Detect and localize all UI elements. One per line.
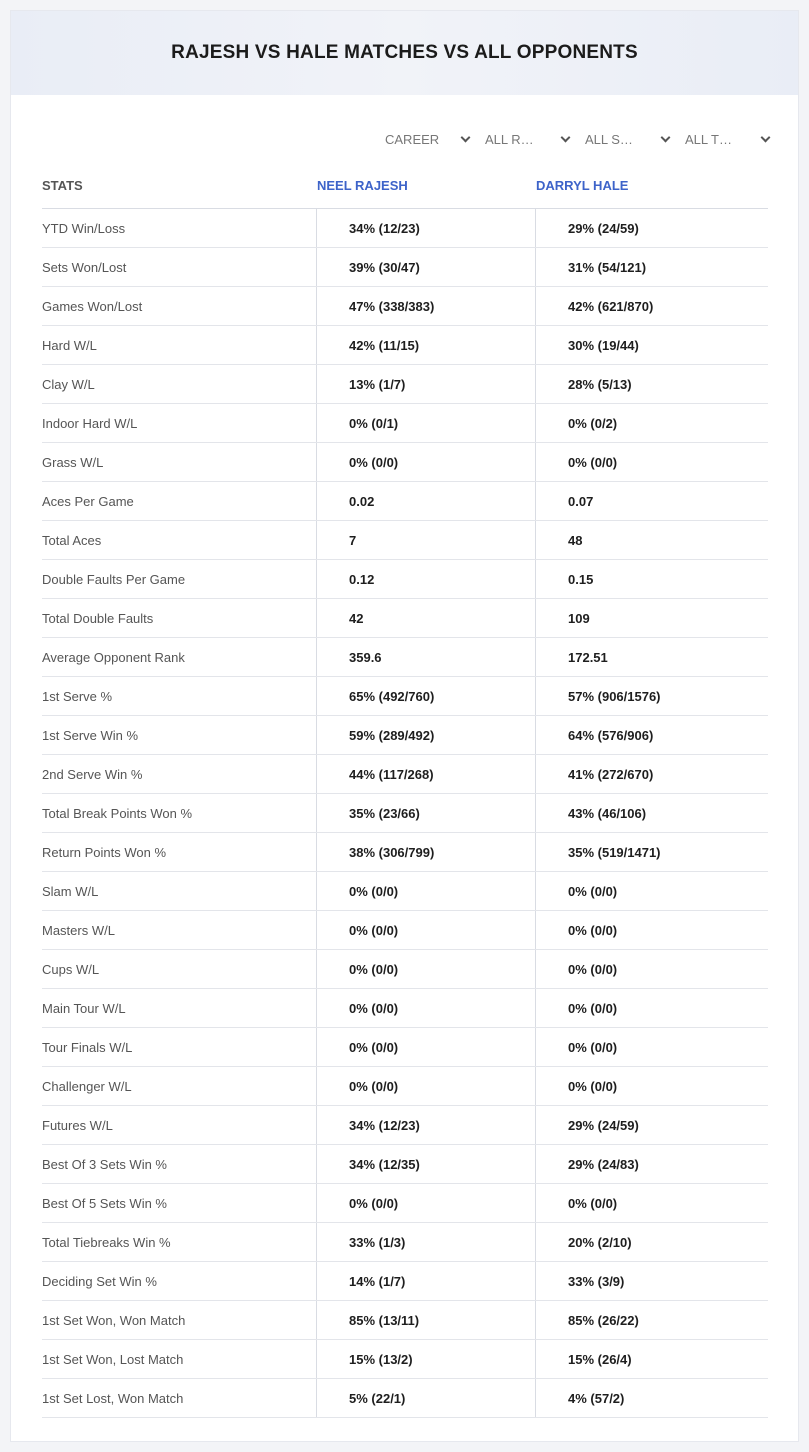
filter-bar [383, 129, 783, 149]
page-header [11, 11, 798, 95]
table-row [42, 209, 768, 248]
stat-label: 1st Set Lost, Won Match [42, 1379, 317, 1417]
player2-value: 0% (0/0) [568, 1039, 618, 1055]
stats-card [10, 10, 799, 1442]
stat-label: Total Aces [42, 521, 317, 559]
filter-label: ALL R… [485, 131, 534, 147]
table-row [42, 599, 768, 638]
player1-value: 35% (23/66) [317, 794, 536, 832]
player1-value: 15% (13/2) [317, 1340, 536, 1378]
player2-value: 42% (621/870) [568, 298, 654, 314]
player2-value: 0% (0/0) [568, 1078, 618, 1094]
player2-value: 29% (24/59) [568, 1117, 639, 1133]
table-row [42, 1262, 768, 1301]
table-row [42, 560, 768, 599]
player1-column-header[interactable]: NEEL RAJESH [317, 178, 408, 193]
stat-label: Cups W/L [42, 950, 317, 988]
stat-label: Masters W/L [42, 911, 317, 949]
table-row [42, 638, 768, 677]
filter-label: CAREER [385, 131, 440, 147]
player2-value: 0% (0/0) [568, 883, 618, 899]
stats-column-header: STATS [42, 178, 83, 193]
table-row [42, 833, 768, 872]
table-row [42, 1106, 768, 1145]
stat-label: Sets Won/Lost [42, 248, 317, 286]
player1-value: 38% (306/799) [317, 833, 536, 871]
table-row [42, 1067, 768, 1106]
stat-label: 2nd Serve Win % [42, 755, 317, 793]
filter-career-select[interactable] [383, 129, 483, 149]
player2-value: 57% (906/1576) [568, 688, 661, 704]
stat-label: Deciding Set Win % [42, 1262, 317, 1300]
player1-value: 42 [317, 599, 536, 637]
player2-value: 0% (0/0) [568, 1000, 618, 1016]
player1-value: 47% (338/383) [317, 287, 536, 325]
player1-value: 0% (0/0) [317, 911, 536, 949]
stat-label: Return Points Won % [42, 833, 317, 871]
stat-label: Double Faults Per Game [42, 560, 317, 598]
stat-label: 1st Serve % [42, 677, 317, 715]
table-row [42, 404, 768, 443]
stat-label: Tour Finals W/L [42, 1028, 317, 1066]
table-row [42, 248, 768, 287]
filter-label: ALL T… [685, 131, 732, 147]
filter-tournaments-select[interactable] [683, 129, 783, 149]
chevron-down-icon [761, 132, 771, 142]
stat-label: 1st Set Won, Lost Match [42, 1340, 317, 1378]
chevron-down-icon [461, 132, 471, 142]
player2-value: 0% (0/0) [568, 961, 618, 977]
stat-label: Total Double Faults [42, 599, 317, 637]
player1-value: 14% (1/7) [317, 1262, 536, 1300]
table-header [42, 163, 768, 209]
stat-label: Aces Per Game [42, 482, 317, 520]
chevron-down-icon [661, 132, 671, 142]
player1-value: 13% (1/7) [317, 365, 536, 403]
player1-value: 0.02 [317, 482, 536, 520]
table-row [42, 989, 768, 1028]
stat-label: Challenger W/L [42, 1067, 317, 1105]
chevron-down-icon [561, 132, 571, 142]
player2-value: 172.51 [568, 649, 608, 665]
player2-value: 0% (0/0) [568, 922, 618, 938]
stat-label: Grass W/L [42, 443, 317, 481]
stat-label: Indoor Hard W/L [42, 404, 317, 442]
filter-surfaces-select[interactable] [583, 129, 683, 149]
stat-label: YTD Win/Loss [42, 209, 317, 247]
player1-value: 34% (12/35) [317, 1145, 536, 1183]
player1-value: 42% (11/15) [317, 326, 536, 364]
stat-label: Hard W/L [42, 326, 317, 364]
stat-label: Best Of 5 Sets Win % [42, 1184, 317, 1222]
table-row [42, 1340, 768, 1379]
player1-value: 0% (0/0) [317, 1067, 536, 1105]
table-row [42, 326, 768, 365]
player1-value: 39% (30/47) [317, 248, 536, 286]
player2-value: 109 [568, 610, 590, 626]
player2-value: 41% (272/670) [568, 766, 654, 782]
page-title: RAJESH VS HALE MATCHES VS ALL OPPONENTS [171, 42, 638, 63]
player1-value: 0% (0/0) [317, 1028, 536, 1066]
player1-value: 0% (0/1) [317, 404, 536, 442]
player1-value: 44% (117/268) [317, 755, 536, 793]
player2-value: 0% (0/0) [568, 454, 618, 470]
table-row [42, 365, 768, 404]
stat-label: Slam W/L [42, 872, 317, 910]
player2-value: 29% (24/83) [568, 1156, 639, 1172]
player2-value: 15% (26/4) [568, 1351, 632, 1367]
player2-value: 30% (19/44) [568, 337, 639, 353]
player2-value: 0% (0/2) [568, 415, 618, 431]
player1-value: 0% (0/0) [317, 1184, 536, 1222]
table-row [42, 521, 768, 560]
player1-value: 359.6 [317, 638, 536, 676]
player1-value: 0% (0/0) [317, 989, 536, 1027]
table-row [42, 1301, 768, 1340]
player1-value: 65% (492/760) [317, 677, 536, 715]
stat-label: Games Won/Lost [42, 287, 317, 325]
stat-label: Main Tour W/L [42, 989, 317, 1027]
player2-value: 35% (519/1471) [568, 844, 661, 860]
table-row [42, 1379, 768, 1418]
player2-value: 85% (26/22) [568, 1312, 639, 1328]
player2-value: 43% (46/106) [568, 805, 647, 821]
player1-value: 0% (0/0) [317, 872, 536, 910]
player1-value: 0% (0/0) [317, 950, 536, 988]
stat-label: Average Opponent Rank [42, 638, 317, 676]
player1-value: 7 [317, 521, 536, 559]
stat-label: Futures W/L [42, 1106, 317, 1144]
player2-value: 20% (2/10) [568, 1234, 632, 1250]
stat-label: Clay W/L [42, 365, 317, 403]
player2-value: 31% (54/121) [568, 259, 647, 275]
table-body [42, 209, 768, 1418]
table-row [42, 950, 768, 989]
filter-label: ALL S… [585, 131, 633, 147]
player1-value: 0.12 [317, 560, 536, 598]
table-row [42, 1184, 768, 1223]
table-row [42, 794, 768, 833]
player1-value: 33% (1/3) [317, 1223, 536, 1261]
table-row [42, 677, 768, 716]
table-row [42, 755, 768, 794]
stat-label: 1st Set Won, Won Match [42, 1301, 317, 1339]
table-row [42, 482, 768, 521]
stat-label: Total Break Points Won % [42, 794, 317, 832]
player2-value: 0.15 [568, 571, 594, 587]
player2-value: 0% (0/0) [568, 1195, 618, 1211]
player1-value: 59% (289/492) [317, 716, 536, 754]
player1-value: 34% (12/23) [317, 1106, 536, 1144]
table-row [42, 1223, 768, 1262]
table-row [42, 716, 768, 755]
player1-value: 0% (0/0) [317, 443, 536, 481]
player1-value: 5% (22/1) [317, 1379, 536, 1417]
player2-value: 4% (57/2) [568, 1390, 625, 1406]
table-row [42, 287, 768, 326]
table-row [42, 1028, 768, 1067]
player2-column-header[interactable]: DARRYL HALE [536, 178, 629, 193]
filter-rounds-select[interactable] [483, 129, 583, 149]
stat-label: Total Tiebreaks Win % [42, 1223, 317, 1261]
table-row [42, 872, 768, 911]
player1-value: 34% (12/23) [317, 209, 536, 247]
player2-value: 28% (5/13) [568, 376, 632, 392]
stat-label: 1st Serve Win % [42, 716, 317, 754]
player1-value: 85% (13/11) [317, 1301, 536, 1339]
player2-value: 48 [568, 532, 583, 548]
stats-table [42, 163, 768, 1418]
table-row [42, 1145, 768, 1184]
player2-value: 33% (3/9) [568, 1273, 625, 1289]
player2-value: 0.07 [568, 493, 594, 509]
table-row [42, 443, 768, 482]
player2-value: 29% (24/59) [568, 220, 639, 236]
player2-value: 64% (576/906) [568, 727, 654, 743]
stat-label: Best Of 3 Sets Win % [42, 1145, 317, 1183]
table-row [42, 911, 768, 950]
